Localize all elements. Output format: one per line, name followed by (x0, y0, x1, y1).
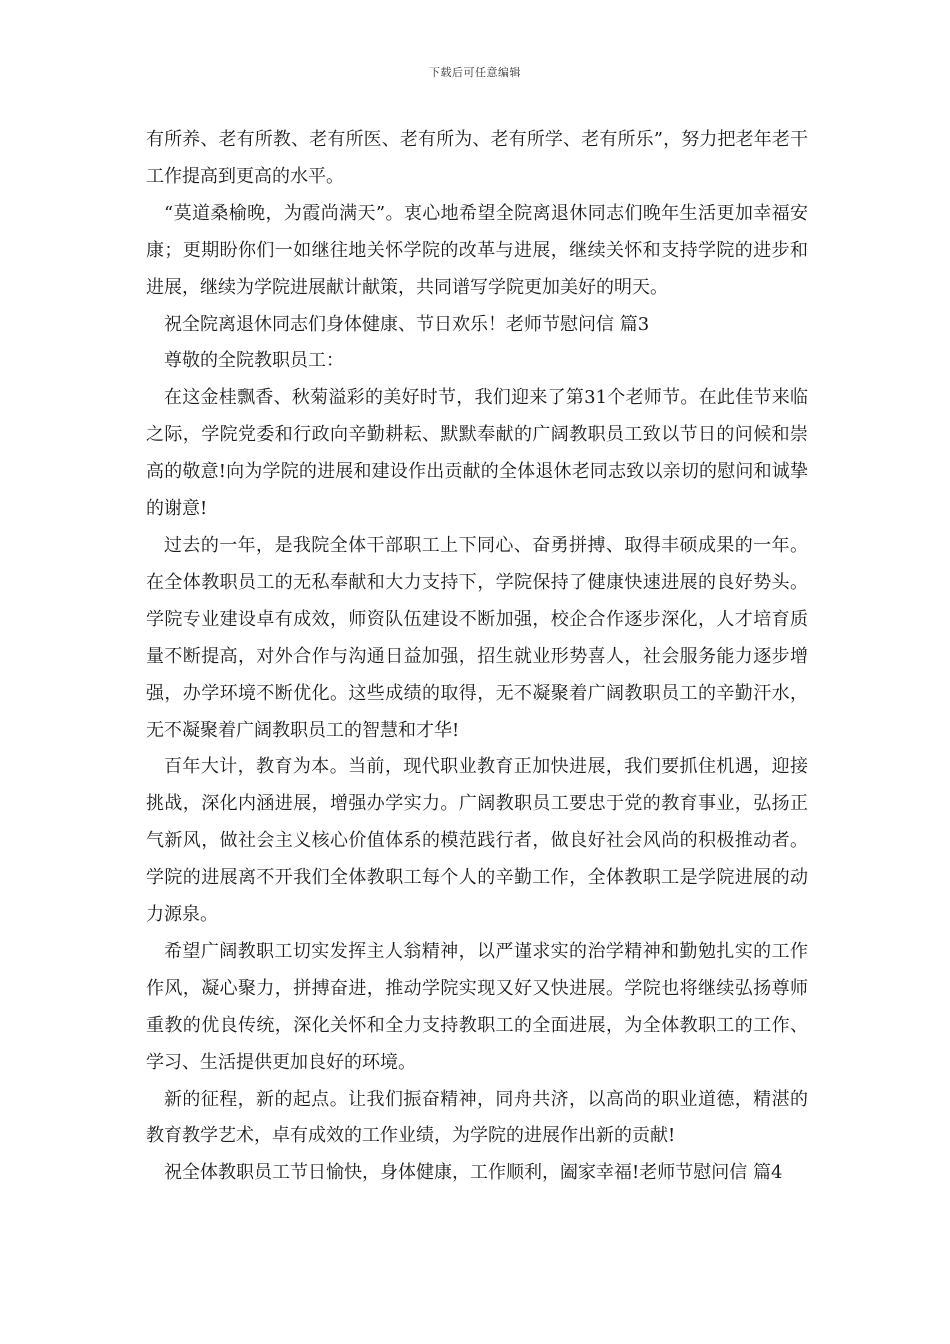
paragraph-9: 新的征程，新的起点。让我们振奋精神，同舟共济，以高尚的职业道德，精湛的教育教学艺术，卓有成效的工作业绩，为学院的进展作出新的贡献! (146, 1088, 808, 1147)
salutation: 尊敬的全院教职员工： (164, 350, 344, 372)
paragraph-8: 希望广阔教职工切实发挥主人翁精神，以严谨求实的治学精神和勤勉扎实的工作作风，凝心聚力，拼搏奋进，推动学院实现又好又快进展。学院也将继续弘扬尊师重教的优良传统，深化关怀和全力支持教职工的全面进展，为全体教职工的工作、学习、生活提供更加良好的环境。 (146, 940, 808, 1073)
paragraph-1: 有所养、老有所教、老有所医、老有所为、老有所学、老有所乐”，努力把老年老干工作提高到更高的水平。 (146, 129, 808, 187)
paragraph-6: 过去的一年，是我院全体干部职工上下同心、奋勇拼搏、取得丰硕成果的一年。在全体教职员工的无私奉献和大力支持下，学院保持了健康快速进展的良好势头。学院专业建设卓有成效，师资队伍建设不断加强，校企合作逐步深化，人才培育质量不断提高，对外合作与沟通日益加强，招生就业形势喜人，社会服务能力逐步增强，办学环境不断优化。这些成绩的取得，无不凝聚着广阔教职员工的辛勤汗水，无不凝聚着广阔教职员工的智慧和才华! (146, 534, 808, 741)
paragraph-2: “莫道桑榆晚，为霞尚满天”。衷心地希望全院离退休同志们晚年生活更加幸福安康；更期盼你们一如继往地关怀学院的改革与进展，继续关怀和支持学院的进步和进展，继续为学院进展献计献策，共同谱写学院更加美好的明天。 (146, 202, 808, 298)
paragraph-10: 祝全体教职员工节日愉快，身体健康，工作顺利，阖家幸福!老师节慰问信 篇4 (164, 1162, 783, 1184)
paragraph-3: 祝全院离退休同志们身体健康、节日欢乐！老师节慰问信 篇3 (164, 313, 650, 335)
document-body (146, 122, 808, 1192)
paragraph-7: 百年大计，教育为本。当前，现代职业教育正加快进展，我们要抓住机遇，迎接挑战，深化内涵进展，增强办学实力。广阔教职员工要忠于党的教育事业，弘扬正气新风，做社会主义核心价值体系的模范践行者，做良好社会风尚的积极推动者。学院的进展离不开我们全体教职工每个人的辛勤工作，全体教职工是学院进展的动力源泉。 (146, 756, 808, 926)
paragraph-5: 在这金桂飘香、秋菊溢彩的美好时节，我们迎来了第31个老师节。在此佳节来临之际，学院党委和行政向辛勤耕耘、默默奉献的广阔教职员工致以节日的问候和崇高的敬意!向为学院的进展和建设作出贡献的全体退休老同志致以亲切的慰问和诚挚的谢意! (146, 387, 808, 520)
page-header: 下载后可任意编辑 (429, 66, 521, 79)
